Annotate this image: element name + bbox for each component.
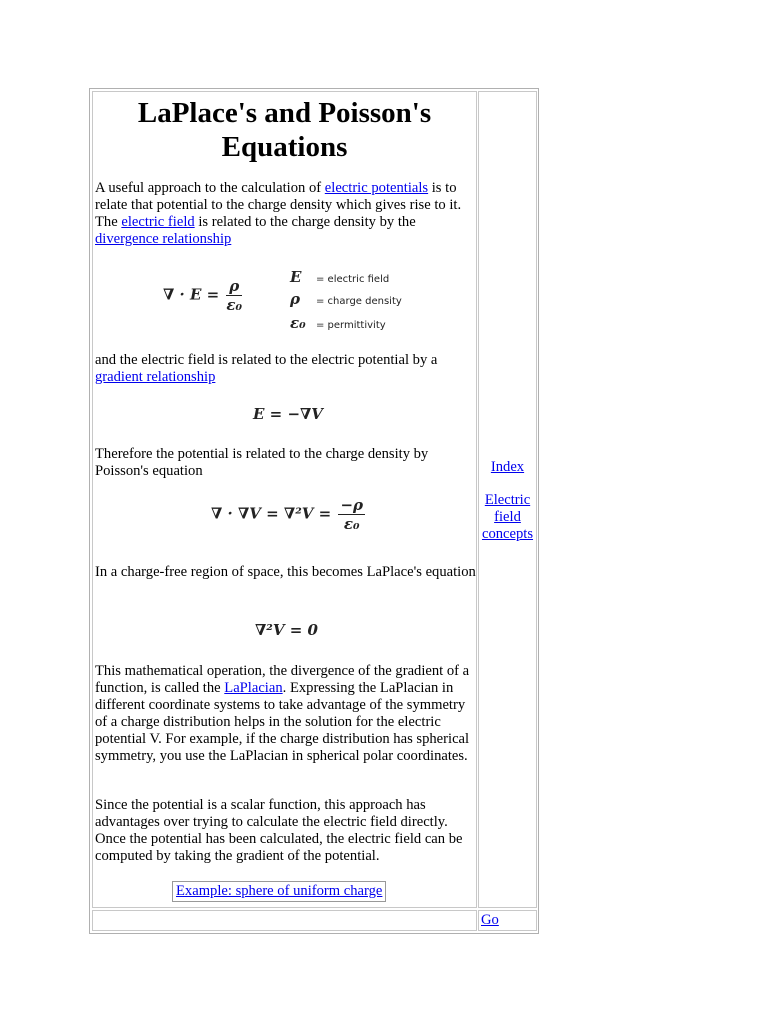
scalar-paragraph: Since the potential is a scalar function, this approach has advantages over trying to calculate the electric field directly. Once the potential has been calculated, the electric field can be computed by taking the gradient of the potential. xyxy=(95,797,463,864)
legend-symbol: E xyxy=(290,268,302,286)
main-content xyxy=(92,91,477,908)
laplacian-text-1: This mathematical operation, the divergence of the gradient of a function, is called the xyxy=(95,663,470,696)
legend-row-rho xyxy=(290,290,402,314)
go-link[interactable]: Go xyxy=(481,912,499,928)
legend-symbol: ρ xyxy=(290,290,300,308)
gradient-equation: E = −∇V xyxy=(253,405,323,423)
divergence-denominator: ε₀ xyxy=(226,296,243,314)
divergence-lhs: ∇ · E = xyxy=(163,285,220,304)
laplace-paragraph: In a charge-free region of space, this becomes LaPlace's equation xyxy=(95,564,476,580)
laplace-equation: ∇²V = 0 xyxy=(255,621,318,639)
intro-paragraph xyxy=(95,180,476,248)
poisson-lhs: ∇ · ∇V = ∇²V = xyxy=(211,504,332,523)
poisson-equation xyxy=(211,496,365,533)
intro-text-1: A useful approach to the calculation of xyxy=(95,180,325,196)
poisson-denominator: ε₀ xyxy=(343,515,360,533)
legend-desc: = electric field xyxy=(316,274,390,285)
electric-field-link[interactable]: electric field xyxy=(121,214,195,230)
concepts-line-3: concepts xyxy=(481,526,534,542)
legend-row-e xyxy=(290,268,402,290)
divergence-equation xyxy=(163,277,242,314)
footer-right-cell xyxy=(478,910,537,931)
title-line-1: LaPlace's and Poisson's xyxy=(137,97,432,129)
divergence-numerator: ρ xyxy=(226,277,242,296)
sidebar xyxy=(478,91,537,908)
example-box xyxy=(172,881,386,902)
index-link[interactable]: Index xyxy=(490,459,525,475)
page-title xyxy=(93,96,476,164)
page-frame xyxy=(89,88,539,934)
legend-desc: = permittivity xyxy=(316,320,386,331)
concepts-line-1: Electric xyxy=(484,492,531,508)
laplacian-paragraph xyxy=(95,663,476,765)
gradient-relationship-link[interactable]: gradient relationship xyxy=(95,369,216,385)
poisson-paragraph: Therefore the potential is related to the charge density by Poisson's equation xyxy=(95,446,429,479)
electric-potentials-link[interactable]: electric potentials xyxy=(324,180,429,196)
gradient-paragraph xyxy=(95,352,476,386)
legend-symbol: ε₀ xyxy=(290,314,306,332)
intro-text-2: is to relate that potential to the charge density which gives rise to it. The xyxy=(95,180,462,230)
title-line-2: Equations xyxy=(221,131,348,163)
footer-left-cell xyxy=(92,910,477,931)
poisson-numerator: −ρ xyxy=(340,496,363,514)
legend-row-eps xyxy=(290,314,402,336)
intro-text-3: is related to the charge density by the xyxy=(194,214,416,230)
symbol-legend xyxy=(290,268,402,336)
example-sphere-link[interactable]: Example: sphere of uniform charge xyxy=(176,883,383,899)
divergence-relationship-link[interactable]: divergence relationship xyxy=(95,231,232,247)
concepts-line-2: field xyxy=(494,509,521,525)
laplacian-text-2: . Expressing the LaPlacian in different coordinate systems to take advantage of the symmetry of a charge distribution helps in the solution for the electric potential V. For example, if the charge distribution has spherical symmetry, you use the LaPlacian in spherical polar coordinates. xyxy=(95,680,470,764)
laplacian-link[interactable]: LaPlacian xyxy=(224,680,283,696)
divergence-fraction xyxy=(226,277,242,314)
gradient-text: and the electric field is related to the electric potential by a xyxy=(95,352,438,368)
legend-desc: = charge density xyxy=(316,296,402,307)
electric-field-concepts-link[interactable] xyxy=(479,492,536,543)
poisson-fraction xyxy=(338,496,365,533)
